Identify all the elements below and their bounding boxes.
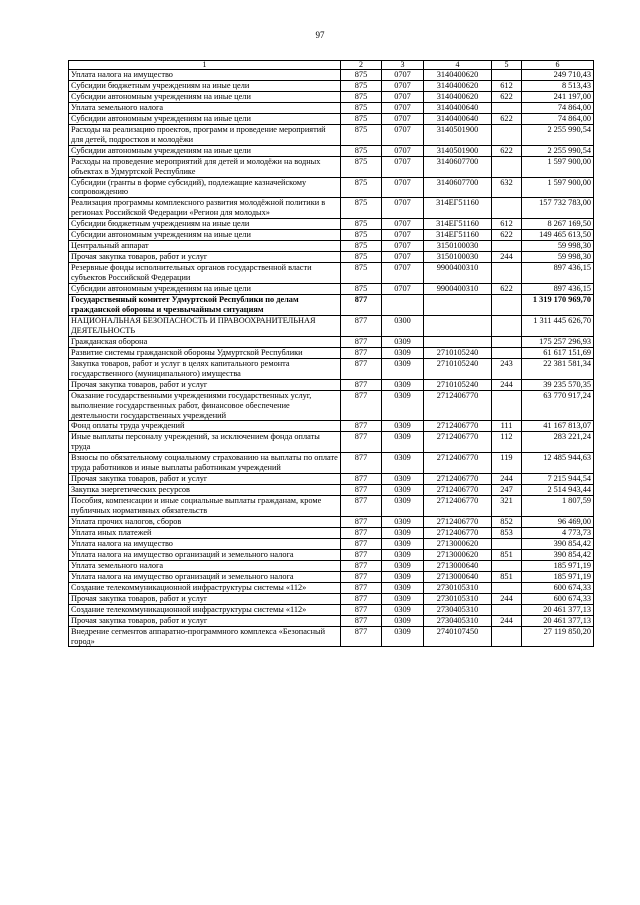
row-section-cell: 0300 (382, 315, 424, 336)
row-section-cell: 0309 (382, 571, 424, 582)
row-expense-type-cell: 321 (492, 496, 522, 517)
row-name-cell: Субсидии автономным учреждениям на иные цели (69, 91, 341, 102)
row-code-cell: 875 (341, 102, 382, 113)
table-row (69, 453, 594, 474)
row-target-article-cell: 2712406770 (424, 496, 492, 517)
row-expense-type-cell (492, 241, 522, 252)
table-row (69, 177, 594, 198)
table-row (69, 582, 594, 593)
table-row (69, 593, 594, 604)
row-code-cell: 877 (341, 571, 382, 582)
table-row (69, 560, 594, 571)
row-expense-type-cell: 244 (492, 379, 522, 390)
row-name-cell: Внедрение сегментов аппаратно-программного комплекса «Безопасный город» (69, 626, 341, 647)
row-sum-cell: 7 215 944,54 (522, 474, 594, 485)
row-sum-cell: 283 221,24 (522, 432, 594, 453)
row-section-cell: 0707 (382, 284, 424, 295)
table-row (69, 113, 594, 124)
row-expense-type-cell: 622 (492, 113, 522, 124)
table-row (69, 263, 594, 284)
row-sum-cell: 8 513,43 (522, 80, 594, 91)
row-expense-type-cell (492, 156, 522, 177)
row-target-article-cell: 3140501900 (424, 145, 492, 156)
row-name-cell: Пособия, компенсации и иные социальные выплаты гражданам, кроме публичных нормативных обязательств (69, 496, 341, 517)
row-expense-type-cell: 112 (492, 432, 522, 453)
row-code-cell: 877 (341, 538, 382, 549)
row-target-article-cell: 2713000640 (424, 571, 492, 582)
row-section-cell: 0707 (382, 102, 424, 113)
row-target-article-cell: 314ЕГ51160 (424, 230, 492, 241)
row-name-cell: Развитие системы гражданской обороны Удмуртской Республики (69, 347, 341, 358)
table-row (69, 295, 594, 316)
row-section-cell: 0707 (382, 70, 424, 81)
row-sum-cell: 185 971,19 (522, 560, 594, 571)
row-section-cell: 0309 (382, 626, 424, 647)
row-target-article-cell: 2713000620 (424, 538, 492, 549)
row-name-cell: Иные выплаты персоналу учреждений, за исключением фонда оплаты труда (69, 432, 341, 453)
row-expense-type-cell: 612 (492, 219, 522, 230)
column-header: 1 (69, 61, 341, 70)
table-row (69, 549, 594, 560)
table-row (69, 626, 594, 647)
table-header-row (69, 61, 594, 70)
row-section-cell: 0707 (382, 145, 424, 156)
table-row (69, 517, 594, 528)
row-sum-cell: 22 381 581,34 (522, 358, 594, 379)
row-name-cell: Прочая закупка товаров, работ и услуг (69, 593, 341, 604)
row-code-cell: 877 (341, 379, 382, 390)
row-target-article-cell: 2712406770 (424, 527, 492, 538)
row-code-cell: 877 (341, 549, 382, 560)
row-name-cell: Расходы на реализацию проектов, программ и проведение мероприятий для детей, подростков и молодёжи (69, 124, 341, 145)
row-section-cell: 0309 (382, 549, 424, 560)
row-name-cell: Субсидии бюджетным учреждениям на иные цели (69, 80, 341, 91)
row-expense-type-cell (492, 198, 522, 219)
row-section-cell: 0309 (382, 347, 424, 358)
row-expense-type-cell: 244 (492, 474, 522, 485)
column-header: 5 (492, 61, 522, 70)
row-target-article-cell: 3140607700 (424, 156, 492, 177)
row-section-cell: 0707 (382, 252, 424, 263)
table-row (69, 91, 594, 102)
row-expense-type-cell: 612 (492, 80, 522, 91)
row-section-cell: 0309 (382, 453, 424, 474)
row-sum-cell: 1 311 445 626,70 (522, 315, 594, 336)
row-sum-cell: 4 773,73 (522, 527, 594, 538)
row-section-cell: 0707 (382, 263, 424, 284)
row-target-article-cell: 3150100030 (424, 241, 492, 252)
row-name-cell: Уплата прочих налогов, сборов (69, 517, 341, 528)
row-code-cell: 875 (341, 230, 382, 241)
row-sum-cell: 897 436,15 (522, 263, 594, 284)
row-sum-cell: 249 710,43 (522, 70, 594, 81)
row-section-cell: 0309 (382, 527, 424, 538)
row-target-article-cell (424, 315, 492, 336)
row-code-cell: 875 (341, 145, 382, 156)
row-expense-type-cell: 853 (492, 527, 522, 538)
row-section-cell: 0707 (382, 91, 424, 102)
column-header: 4 (424, 61, 492, 70)
row-section-cell: 0707 (382, 177, 424, 198)
row-code-cell: 877 (341, 432, 382, 453)
row-name-cell: Оказание государственными учреждениями государственных услуг, выполнение государственных работ, финансовое обеспечение деятельности государственных учреждений (69, 390, 341, 421)
row-sum-cell: 20 461 377,13 (522, 604, 594, 615)
row-target-article-cell: 314ЕГ51160 (424, 198, 492, 219)
row-target-article-cell: 2712406770 (424, 517, 492, 528)
row-expense-type-cell (492, 560, 522, 571)
table-row (69, 156, 594, 177)
row-code-cell: 875 (341, 284, 382, 295)
row-expense-type-cell (492, 390, 522, 421)
table-row (69, 421, 594, 432)
row-name-cell: НАЦИОНАЛЬНАЯ БЕЗОПАСНОСТЬ И ПРАВООХРАНИТЕЛЬНАЯ ДЕЯТЕЛЬНОСТЬ (69, 315, 341, 336)
row-code-cell: 875 (341, 91, 382, 102)
row-expense-type-cell (492, 295, 522, 316)
row-target-article-cell: 2712406770 (424, 474, 492, 485)
row-sum-cell: 1 319 170 969,70 (522, 295, 594, 316)
row-target-article-cell: 3140607700 (424, 177, 492, 198)
table-row (69, 198, 594, 219)
row-expense-type-cell (492, 626, 522, 647)
table-row (69, 219, 594, 230)
table-row (69, 145, 594, 156)
table-row (69, 485, 594, 496)
table-row (69, 102, 594, 113)
row-sum-cell: 41 167 813,07 (522, 421, 594, 432)
row-name-cell: Резервные фонды исполнительных органов государственной власти субъектов Российской Федерации (69, 263, 341, 284)
row-sum-cell: 74 864,00 (522, 113, 594, 124)
row-expense-type-cell: 111 (492, 421, 522, 432)
row-target-article-cell: 2730105310 (424, 582, 492, 593)
row-code-cell: 877 (341, 295, 382, 316)
page-number: 97 (315, 30, 325, 40)
row-sum-cell: 27 119 850,20 (522, 626, 594, 647)
row-target-article-cell: 2710105240 (424, 347, 492, 358)
row-section-cell: 0707 (382, 80, 424, 91)
row-target-article-cell: 2712406770 (424, 390, 492, 421)
row-code-cell: 877 (341, 421, 382, 432)
row-expense-type-cell: 244 (492, 252, 522, 263)
row-name-cell: Создание телекоммуникационной инфраструктуры системы «112» (69, 582, 341, 593)
row-name-cell: Создание телекоммуникационной инфраструктуры системы «112» (69, 604, 341, 615)
row-target-article-cell: 3140400640 (424, 102, 492, 113)
row-target-article-cell: 2710105240 (424, 358, 492, 379)
row-name-cell: Прочая закупка товаров, работ и услуг (69, 615, 341, 626)
row-name-cell: Расходы на проведение мероприятий для детей и молодёжи на водных объектах в Удмуртской Республике (69, 156, 341, 177)
row-code-cell: 875 (341, 177, 382, 198)
row-code-cell: 877 (341, 347, 382, 358)
table-row (69, 615, 594, 626)
row-name-cell: Уплата налога на имущество (69, 538, 341, 549)
table-row (69, 80, 594, 91)
row-name-cell: Субсидии бюджетным учреждениям на иные цели (69, 219, 341, 230)
row-expense-type-cell: 622 (492, 284, 522, 295)
budget-table (68, 60, 594, 647)
row-section-cell (382, 295, 424, 316)
row-expense-type-cell: 244 (492, 593, 522, 604)
row-code-cell: 877 (341, 560, 382, 571)
column-header: 6 (522, 61, 594, 70)
row-section-cell: 0309 (382, 496, 424, 517)
row-name-cell: Уплата иных платежей (69, 527, 341, 538)
column-header: 3 (382, 61, 424, 70)
row-sum-cell: 74 864,00 (522, 102, 594, 113)
row-code-cell: 877 (341, 496, 382, 517)
row-code-cell: 877 (341, 626, 382, 647)
row-name-cell: Закупка товаров, работ и услуг в целях капитального ремонта государственного (муниципального) имущества (69, 358, 341, 379)
row-sum-cell: 96 469,00 (522, 517, 594, 528)
table-row (69, 336, 594, 347)
row-section-cell: 0707 (382, 241, 424, 252)
row-expense-type-cell (492, 538, 522, 549)
row-expense-type-cell (492, 70, 522, 81)
row-expense-type-cell: 851 (492, 571, 522, 582)
row-section-cell: 0707 (382, 124, 424, 145)
row-section-cell: 0309 (382, 538, 424, 549)
row-sum-cell: 1 807,59 (522, 496, 594, 517)
row-target-article-cell: 3150100030 (424, 252, 492, 263)
row-expense-type-cell (492, 604, 522, 615)
row-section-cell: 0309 (382, 615, 424, 626)
row-sum-cell: 157 732 783,00 (522, 198, 594, 219)
row-code-cell: 877 (341, 474, 382, 485)
row-expense-type-cell: 622 (492, 145, 522, 156)
row-sum-cell: 390 854,42 (522, 538, 594, 549)
table-row (69, 571, 594, 582)
row-sum-cell: 390 854,42 (522, 549, 594, 560)
row-name-cell: Уплата налога на имущество организаций и земельного налога (69, 571, 341, 582)
row-section-cell: 0309 (382, 421, 424, 432)
row-target-article-cell: 3140400620 (424, 80, 492, 91)
table-body (69, 70, 594, 647)
table-row (69, 124, 594, 145)
row-code-cell: 875 (341, 252, 382, 263)
table-row (69, 527, 594, 538)
row-target-article-cell: 314ЕГ51160 (424, 219, 492, 230)
table-row (69, 70, 594, 81)
row-section-cell: 0707 (382, 156, 424, 177)
row-code-cell: 877 (341, 485, 382, 496)
row-target-article-cell: 2712406770 (424, 485, 492, 496)
row-sum-cell: 2 255 990,54 (522, 124, 594, 145)
row-name-cell: Прочая закупка товаров, работ и услуг (69, 474, 341, 485)
row-name-cell: Субсидии автономным учреждениям на иные цели (69, 113, 341, 124)
row-expense-type-cell: 632 (492, 177, 522, 198)
table-row (69, 538, 594, 549)
row-sum-cell: 12 485 944,63 (522, 453, 594, 474)
table-row (69, 358, 594, 379)
row-code-cell: 875 (341, 198, 382, 219)
row-target-article-cell: 2730405310 (424, 604, 492, 615)
row-target-article-cell: 2713000640 (424, 560, 492, 571)
row-expense-type-cell (492, 263, 522, 284)
row-section-cell: 0707 (382, 230, 424, 241)
row-section-cell: 0309 (382, 336, 424, 347)
row-sum-cell: 39 235 570,35 (522, 379, 594, 390)
row-target-article-cell: 2730105310 (424, 593, 492, 604)
row-name-cell: Уплата налога на имущество (69, 70, 341, 81)
row-name-cell: Субсидии автономным учреждениям на иные цели (69, 230, 341, 241)
row-target-article-cell: 2740107450 (424, 626, 492, 647)
table-row (69, 241, 594, 252)
row-section-cell: 0707 (382, 219, 424, 230)
row-code-cell: 875 (341, 219, 382, 230)
row-expense-type-cell (492, 582, 522, 593)
row-name-cell: Взносы по обязательному социальному страхованию на выплаты по оплате труда работников и иные выплаты работникам учреждений (69, 453, 341, 474)
row-name-cell: Гражданская оборона (69, 336, 341, 347)
row-sum-cell: 185 971,19 (522, 571, 594, 582)
row-expense-type-cell (492, 336, 522, 347)
row-expense-type-cell: 244 (492, 615, 522, 626)
row-sum-cell: 59 998,30 (522, 252, 594, 263)
row-section-cell: 0309 (382, 593, 424, 604)
row-sum-cell: 1 597 900,00 (522, 177, 594, 198)
row-expense-type-cell: 243 (492, 358, 522, 379)
row-expense-type-cell: 119 (492, 453, 522, 474)
row-code-cell: 875 (341, 263, 382, 284)
row-sum-cell: 149 465 613,50 (522, 230, 594, 241)
row-target-article-cell: 3140400640 (424, 113, 492, 124)
row-code-cell: 877 (341, 358, 382, 379)
row-section-cell: 0309 (382, 379, 424, 390)
row-code-cell: 877 (341, 315, 382, 336)
row-section-cell: 0309 (382, 604, 424, 615)
row-sum-cell: 8 267 169,50 (522, 219, 594, 230)
row-section-cell: 0309 (382, 560, 424, 571)
table-row (69, 347, 594, 358)
row-name-cell: Фонд оплаты труда учреждений (69, 421, 341, 432)
row-expense-type-cell: 852 (492, 517, 522, 528)
row-code-cell: 875 (341, 241, 382, 252)
row-expense-type-cell (492, 124, 522, 145)
row-target-article-cell (424, 336, 492, 347)
row-name-cell: Центральный аппарат (69, 241, 341, 252)
table-row (69, 252, 594, 263)
row-target-article-cell: 2710105240 (424, 379, 492, 390)
row-name-cell: Уплата земельного налога (69, 102, 341, 113)
row-expense-type-cell: 247 (492, 485, 522, 496)
column-header: 2 (341, 61, 382, 70)
table-row (69, 315, 594, 336)
row-name-cell: Прочая закупка товаров, работ и услуг (69, 379, 341, 390)
row-section-cell: 0309 (382, 582, 424, 593)
row-code-cell: 877 (341, 593, 382, 604)
row-target-article-cell: 2713000620 (424, 549, 492, 560)
row-target-article-cell: 3140400620 (424, 91, 492, 102)
row-code-cell: 877 (341, 453, 382, 474)
table-row (69, 284, 594, 295)
row-sum-cell: 20 461 377,13 (522, 615, 594, 626)
table-row (69, 604, 594, 615)
row-sum-cell: 1 597 900,00 (522, 156, 594, 177)
table-row (69, 474, 594, 485)
row-target-article-cell: 9900400310 (424, 263, 492, 284)
row-section-cell: 0707 (382, 198, 424, 219)
row-section-cell: 0309 (382, 432, 424, 453)
row-name-cell: Уплата налога на имущество организаций и земельного налога (69, 549, 341, 560)
row-sum-cell: 2 255 990,54 (522, 145, 594, 156)
row-sum-cell: 600 674,33 (522, 582, 594, 593)
row-sum-cell: 175 257 296,93 (522, 336, 594, 347)
row-section-cell: 0707 (382, 113, 424, 124)
row-name-cell: Государственный комитет Удмуртской Республики по делам гражданской обороны и чрезвычайным ситуациям (69, 295, 341, 316)
row-target-article-cell: 2730405310 (424, 615, 492, 626)
row-sum-cell: 897 436,15 (522, 284, 594, 295)
row-target-article-cell: 3140501900 (424, 124, 492, 145)
row-sum-cell: 61 617 151,69 (522, 347, 594, 358)
table-row (69, 432, 594, 453)
row-section-cell: 0309 (382, 485, 424, 496)
table-row (69, 390, 594, 421)
row-expense-type-cell: 622 (492, 230, 522, 241)
row-code-cell: 875 (341, 124, 382, 145)
row-name-cell: Прочая закупка товаров, работ и услуг (69, 252, 341, 263)
row-sum-cell: 63 770 917,24 (522, 390, 594, 421)
row-section-cell: 0309 (382, 517, 424, 528)
row-code-cell: 877 (341, 604, 382, 615)
table-row (69, 496, 594, 517)
row-code-cell: 877 (341, 615, 382, 626)
row-code-cell: 877 (341, 527, 382, 538)
row-target-article-cell: 2712406770 (424, 432, 492, 453)
row-section-cell: 0309 (382, 358, 424, 379)
row-expense-type-cell (492, 347, 522, 358)
row-expense-type-cell (492, 102, 522, 113)
row-sum-cell: 241 197,00 (522, 91, 594, 102)
row-target-article-cell: 3140400620 (424, 70, 492, 81)
row-name-cell: Закупка энергетических ресурсов (69, 485, 341, 496)
table-row (69, 379, 594, 390)
row-code-cell: 875 (341, 80, 382, 91)
row-expense-type-cell: 622 (492, 91, 522, 102)
table-row (69, 230, 594, 241)
row-code-cell: 877 (341, 517, 382, 528)
row-target-article-cell (424, 295, 492, 316)
row-sum-cell: 2 514 943,44 (522, 485, 594, 496)
row-code-cell: 877 (341, 390, 382, 421)
row-expense-type-cell (492, 315, 522, 336)
row-name-cell: Реализация программы комплексного развития молодёжной политики в регионах Российской Федерации «Регион для молодых» (69, 198, 341, 219)
row-sum-cell: 600 674,33 (522, 593, 594, 604)
row-section-cell: 0309 (382, 474, 424, 485)
row-section-cell: 0309 (382, 390, 424, 421)
row-name-cell: Субсидии автономным учреждениям на иные цели (69, 284, 341, 295)
row-code-cell: 875 (341, 113, 382, 124)
row-target-article-cell: 2712406770 (424, 421, 492, 432)
row-name-cell: Уплата земельного налога (69, 560, 341, 571)
row-code-cell: 875 (341, 70, 382, 81)
row-code-cell: 877 (341, 582, 382, 593)
row-target-article-cell: 9900400310 (424, 284, 492, 295)
row-code-cell: 877 (341, 336, 382, 347)
row-name-cell: Субсидии (гранты в форме субсидий), подлежащие казначейскому сопровождению (69, 177, 341, 198)
row-expense-type-cell: 851 (492, 549, 522, 560)
row-target-article-cell: 2712406770 (424, 453, 492, 474)
row-sum-cell: 59 998,30 (522, 241, 594, 252)
row-name-cell: Субсидии автономным учреждениям на иные цели (69, 145, 341, 156)
row-code-cell: 875 (341, 156, 382, 177)
